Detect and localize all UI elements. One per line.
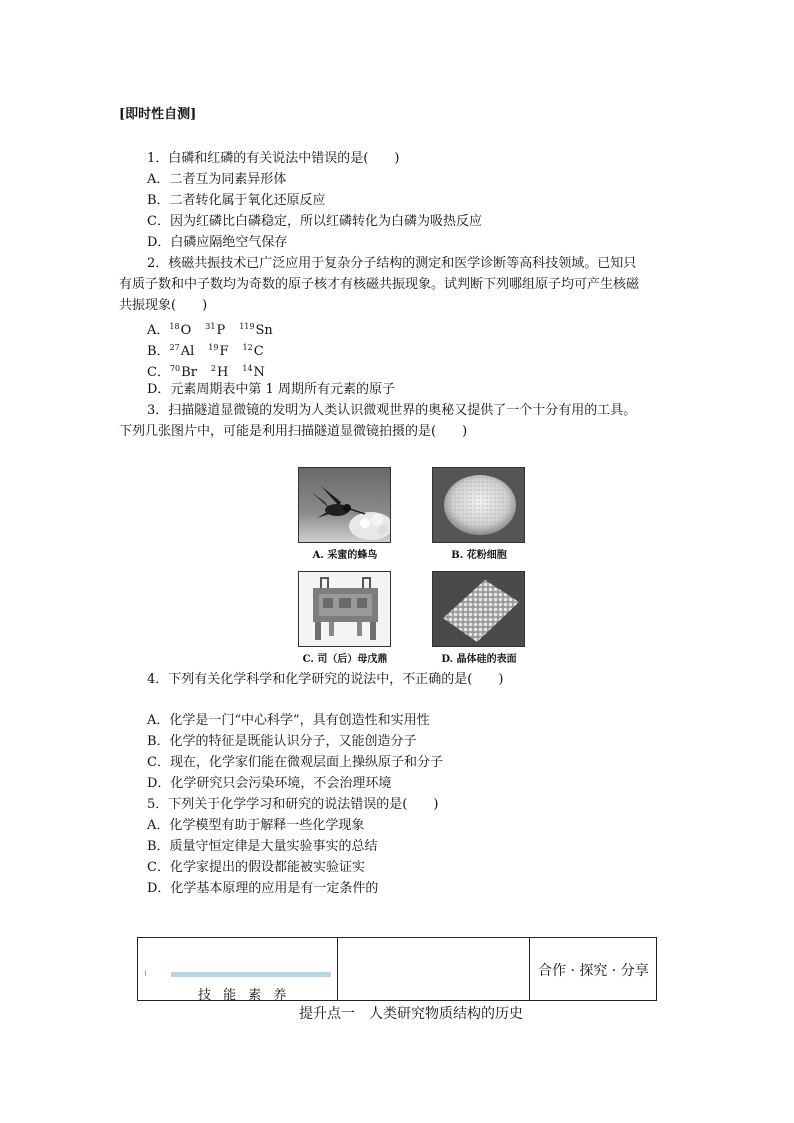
photo-hummingbird xyxy=(298,467,391,543)
isotope-c12: $^{12}$C xyxy=(242,343,264,359)
q3-stem-line2: 下列几张图片中，可能是利用扫描隧道显微镜拍摄的是( ) xyxy=(119,424,468,439)
isotope-p31: $^{31}$P xyxy=(205,322,226,338)
q5-option-d: D．化学基本原理的应用是有一定条件的 xyxy=(147,881,379,896)
q2-option-c-label: C． xyxy=(147,365,170,380)
q4-option-a: A．化学是一门“中心科学”，具有创造性和实用性 xyxy=(147,713,430,728)
q2-stem-line3: 共振现象( ) xyxy=(119,298,208,313)
q5-option-c: C．化学家提出的假设都能被实验证实 xyxy=(147,860,365,875)
pollen-image xyxy=(433,468,525,543)
q5-option-a: A．化学模型有助于解释一些化学现象 xyxy=(147,818,365,833)
q1-option-d: D．白磷应隔绝空气保存 xyxy=(147,235,288,250)
isotope-sn119: $^{119}$Sn xyxy=(239,322,273,338)
q2-option-a-label: A． xyxy=(147,323,170,338)
silicon-surface-image xyxy=(433,572,525,647)
photo-silicon xyxy=(432,571,525,647)
banner-tick xyxy=(145,970,146,976)
photo-pollen xyxy=(432,467,525,543)
banner-skill-cell xyxy=(138,938,338,1003)
photo-ding xyxy=(298,571,391,647)
bronze-ding-image xyxy=(299,572,391,647)
section-subtitle: 提升点一 人类研究物质结构的历史 xyxy=(299,1006,523,1022)
q2-stem-line1: 2．核磁共振技术已广泛应用于复杂分子结构的测定和医学诊断等高科技领域。已知只 xyxy=(147,256,637,271)
caption-c: C. 司（后）母戊鼎 xyxy=(302,654,388,665)
banner-empty-cell xyxy=(337,938,530,1000)
banner-bar xyxy=(171,972,331,977)
q5-option-b: B．质量守恒定律是大量实验事实的总结 xyxy=(147,839,378,854)
q5-stem: 5．下列关于化学学习和研究的说法错误的是( ) xyxy=(147,797,439,812)
q4-option-c: C．现在，化学家们能在微观层面上操纵原子和分子 xyxy=(147,755,443,770)
isotope-n14: $^{14}$N xyxy=(242,364,265,380)
q4-option-b: B．化学的特征是既能认识分子，又能创造分子 xyxy=(147,734,417,749)
caption-d: D. 晶体硅的表面 xyxy=(441,654,517,665)
q2-stem-line2: 有质子数和中子数均为奇数的原子核才有核磁共振现象。试判断下列哪组原子均可产生核磁 xyxy=(119,277,640,292)
q3-stem-line1: 3．扫描隧道显微镜的发明为人类认识微观世界的奥秘又提供了一个十分有用的工具。 xyxy=(147,403,637,418)
isotope-h2: $^2$H xyxy=(210,364,229,380)
isotope-o18: $^{18}$O xyxy=(169,322,192,338)
banner-skill-label: 技 能 素 养 xyxy=(198,988,291,1003)
isotope-al27: $^{27}$Al xyxy=(169,343,195,359)
banner-coop-cell xyxy=(530,938,656,1000)
hummingbird-image xyxy=(299,468,391,543)
section-banner xyxy=(137,937,657,1001)
isotope-br70: $^{70}$Br xyxy=(169,364,197,380)
section-heading: [即时性自测] xyxy=(119,107,197,122)
caption-b: B. 花粉细胞 xyxy=(451,550,507,561)
q1-option-b: B．二者转化属于氧化还原反应 xyxy=(147,193,326,208)
banner-coop-label: 合作 · 探究 · 分享 xyxy=(538,963,649,979)
q1-option-a: A．二者互为同素异形体 xyxy=(147,172,287,187)
q1-stem: 1．白磷和红磷的有关说法中错误的是( ) xyxy=(147,151,400,166)
q2-option-d: D．元素周期表中第 1 周期所有元素的原子 xyxy=(147,382,395,397)
q1-option-c: C．因为红磷比白磷稳定，所以红磷转化为白磷为吸热反应 xyxy=(147,214,482,229)
caption-a: A. 采蜜的蜂鸟 xyxy=(312,550,378,561)
isotope-f19: $^{19}$F xyxy=(208,343,229,359)
q4-stem: 4．下列有关化学科学和化学研究的说法中，不正确的是( ) xyxy=(147,672,504,687)
q2-option-b-label: B． xyxy=(147,344,170,359)
q4-option-d: D．化学研究只会污染环境，不会治理环境 xyxy=(147,776,392,791)
